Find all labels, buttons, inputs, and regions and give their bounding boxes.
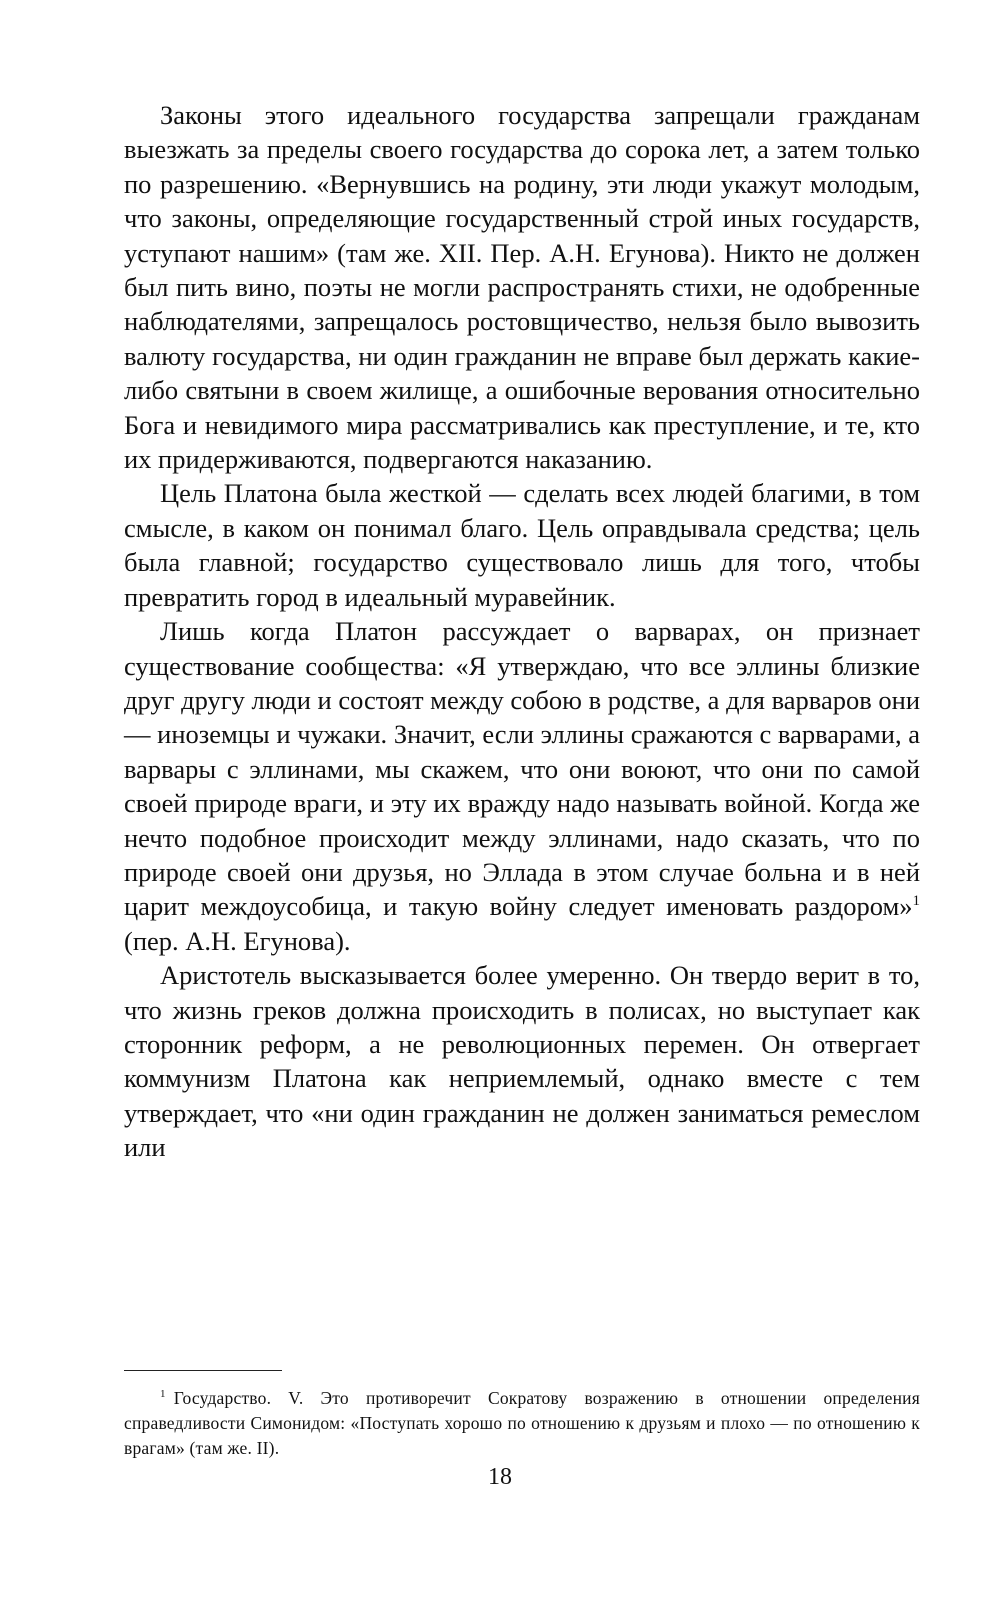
footnote-divider [124,1370,282,1371]
paragraph-3-tail: (пер. А.Н. Егунова). [124,925,351,956]
page-body [124,98,920,1165]
paragraph-3 [124,614,920,958]
paragraph-1: Законы этого идеального государства запрещали гражданам выезжать за пределы своего государства до сорока лет, а затем только по разрешению. «Вернувшись на родину, эти люди укажут молодым, что законы, определяющие государственный строй иных государств, уступают нашим» (там же. XII. Пер. А.Н. Егунова). Никто не должен был пить вино, поэты не могли распространять стихи, не одобренные наблюдателями, запрещалось ростовщичество, нельзя было вывозить валюту государства, ни один гражданин не вправе был держать какие-либо святыни в своем жилище, а ошибочные верования относительно Бога и невидимого мира рассматривались как преступление, и те, кто их придерживаются, подвергаются наказанию. [124,100,920,475]
footnote-1 [124,1386,920,1461]
footnotes [124,1386,920,1461]
paragraph-2: Цель Платона была жесткой — сделать всех людей благими, в том смысле, в каком он понимал благо. Цель оправдывала средства; цель была главной; государство существовало лишь для того, чтобы превратить город в идеальный муравейник. [124,478,920,612]
footnote-reference[interactable]: 1 [912,893,920,910]
paragraph-4: Аристотель высказывается более умеренно. Он твердо верит в то, что жизнь греков должна происходить в полисах, но выступает как сторонник реформ, а не революционных перемен. Он отвергает коммунизм Платона как неприемлемый, однако вместе с тем утверждает, что «ни один гражданин не должен заниматься ремеслом или [124,960,920,1163]
footnote-text: Государство. V. Это противоречит Сократову возражению в отношении определения справедливости Симонидом: «Поступать хорошо по отношению к друзьям и плохо — по отношению к врагам» (там же. II). [124,1388,920,1458]
main-text [124,98,920,1165]
page-number: 18 [488,1464,512,1490]
paragraph-3-text: Лишь когда Платон рассуждает о варварах, он признает существование сообщества: «Я утверждаю, что все эллины близкие друг другу люди и состоят между собою в родстве, а для варваров они — иноземцы и чужаки. Значит, если эллины сражаются с варварами, а варвары с эллинами, мы скажем, что они воюют, что они по самой своей природе враги, и эту их вражду надо называть войной. Когда же нечто подобное происходит между эллинами, надо сказать, что по природе своей они друзья, но Эллада в этом случае больна и в ней царит междоусобица, и такую войну следует именовать раздором» [124,616,920,922]
footnote-marker: 1 [160,1388,166,1401]
